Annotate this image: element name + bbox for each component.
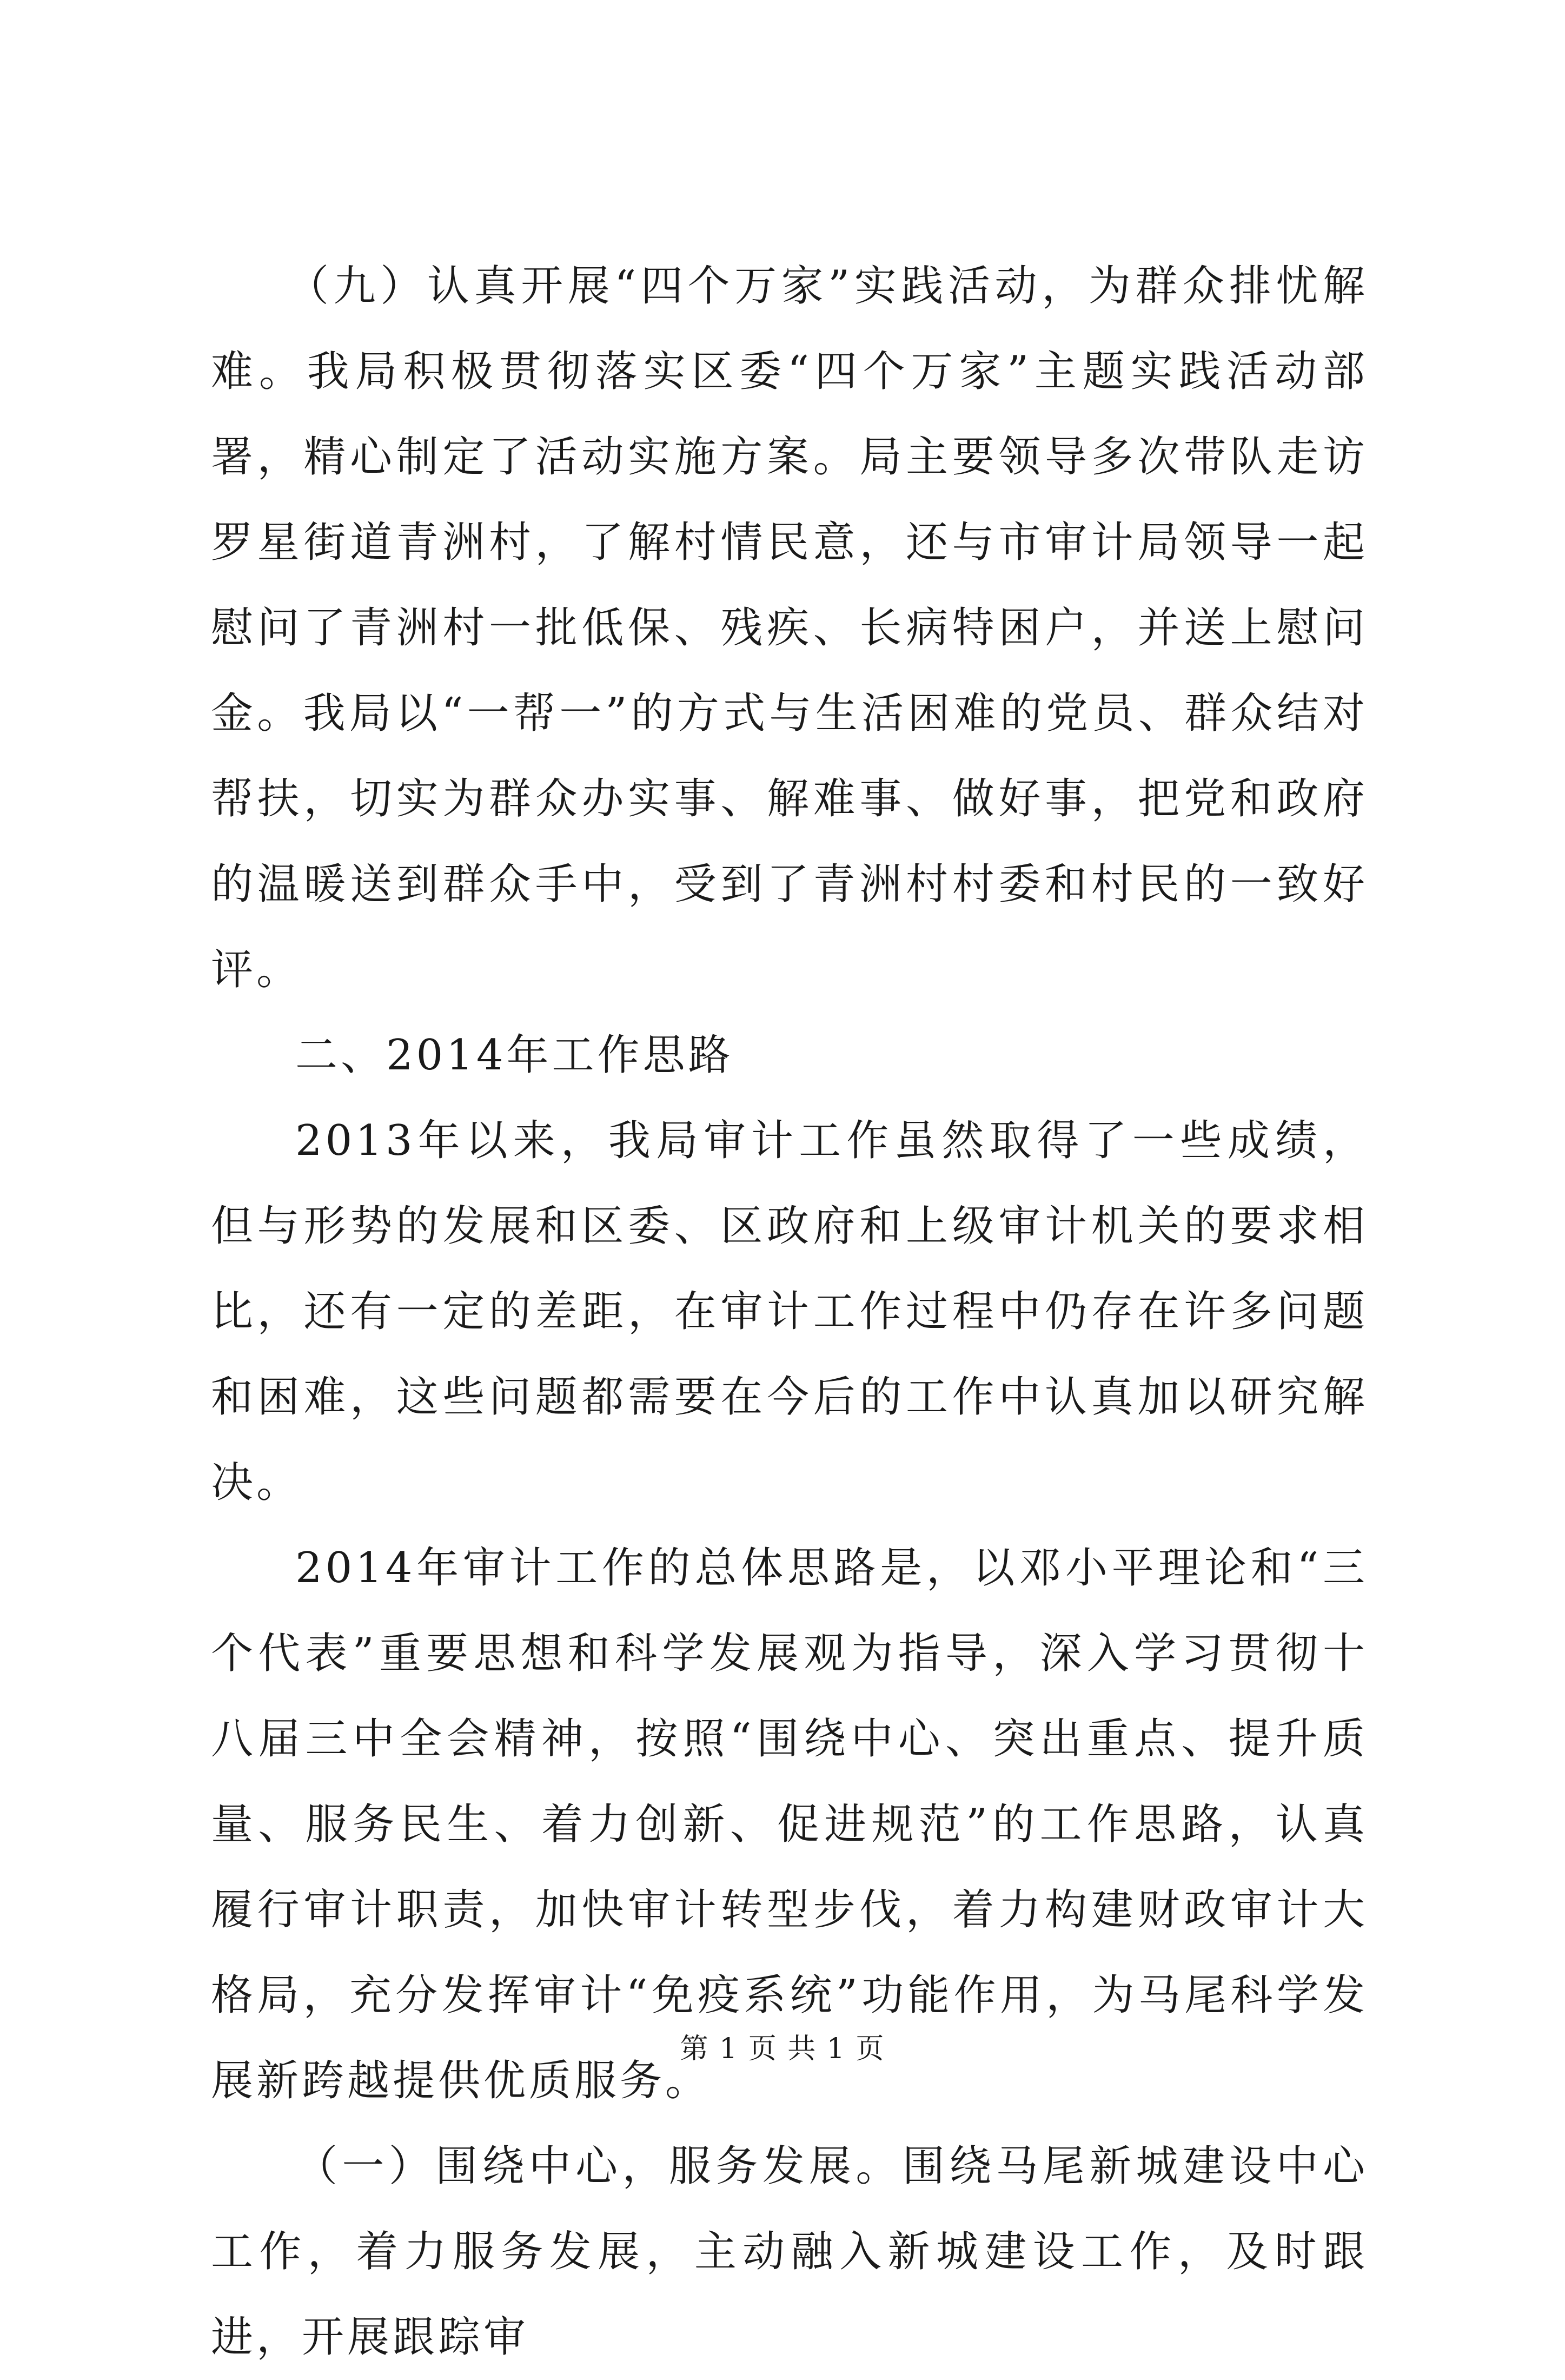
section-heading-work-plan: 二、2014年工作思路 (295, 1031, 734, 1080)
paragraph-overall-approach: 2014年审计工作的总体思路是，以邓小平理论和“三个代表”重要思想和科学发展观为指导，深入学习贯彻十八届三中全会精神，按照“围绕中心、突出重点、提升质量、服务民生、着力创新、促进规范”的工作思路，认真履行审计职责，加快审计转型步伐，着力构建财政审计大格局，充分发挥审计“免疫系统”功能作用，为马尾科学发展新跨越提供优质服务。 (211, 1544, 1368, 2105)
paragraph-review-2013: 2013年以来，我局审计工作虽然取得了一些成绩，但与形势的发展和区委、区政府和上级审计机关的要求相比，还有一定的差距，在审计工作过程中仍存在许多问题和困难，这些问题都需要在今后的工作中认真加以研究解决。 (211, 1116, 1368, 1507)
page-footer: 第 1 页 共 1 页 (680, 2033, 885, 2065)
paragraph-activity-nine: （九）认真开展“四个万家”实践活动，为群众排忧解难。我局积极贯彻落实区委“四个万家”主题实践活动部署，精心制定了活动实施方案。局主要领导多次带队走访罗星街道青洲村，了解村情民意，还与市审计局领导一起慰问了青洲村一批低保、残疾、长病特困户，并送上慰问金。我局以“一帮一”的方式与生活困难的党员、群众结对帮扶，切实为群众办实事、解难事、做好事，把党和政府的温暖送到群众手中，受到了青洲村村委和村民的一致好评。 (211, 262, 1368, 994)
paragraph-item-one: （一）围绕中心，服务发展。围绕马尾新城建设中心工作，着力服务发展，主动融入新城建设工作，及时跟进，开展跟踪审 (211, 2142, 1368, 2362)
